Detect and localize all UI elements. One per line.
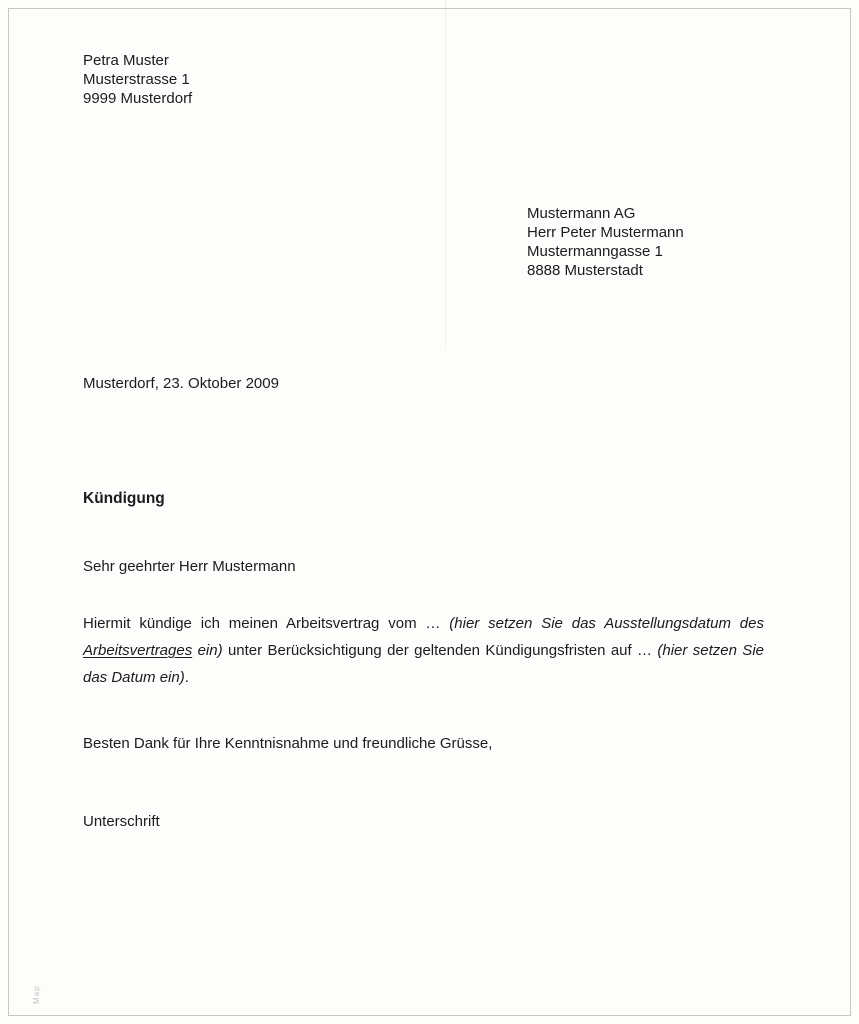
- sender-name: Petra Muster: [83, 52, 169, 69]
- body-placeholder-end-date: (hier setzen Sie das Datum ein): [83, 642, 764, 686]
- sender-street: Musterstrasse 1: [83, 71, 190, 88]
- recipient-contact: Herr Peter Mustermann: [527, 224, 684, 241]
- body-placeholder-issue-date-close: ein): [192, 642, 223, 659]
- signature-label: Unterschrift: [83, 813, 160, 830]
- sender-city: 9999 Musterdorf: [83, 90, 193, 107]
- page-border-frame: [8, 8, 851, 1016]
- recipient-street: Mustermanngasse 1: [527, 243, 663, 260]
- recipient-city: 8888 Musterstadt: [527, 262, 643, 279]
- subject-line: Kündigung: [83, 490, 165, 507]
- fold-mark-line: [445, 0, 446, 348]
- sender-address-block: [83, 51, 192, 108]
- watermark-text: Map: [32, 985, 41, 1004]
- recipient-company: Mustermann AG: [527, 205, 636, 222]
- body-text-intro: Hiermit kündige ich meinen Arbeitsvertrag vom …: [83, 615, 450, 632]
- salutation-line: Sehr geehrter Herr Mustermann: [83, 558, 296, 575]
- body-text-period: .: [184, 669, 189, 686]
- body-placeholder-issue-date: (hier setzen Sie das Ausstellungsdatum des: [449, 615, 764, 632]
- recipient-address-block: [527, 204, 684, 280]
- closing-line: Besten Dank für Ihre Kenntnisnahme und freundliche Grüsse,: [83, 735, 493, 752]
- date-line: Musterdorf, 23. Oktober 2009: [83, 375, 279, 392]
- body-text-middle: unter Berücksichtigung der geltenden Kündigungsfristen auf …: [222, 642, 658, 659]
- body-paragraph: [83, 610, 764, 691]
- body-placeholder-contract-word: Arbeitsvertrages: [83, 642, 193, 659]
